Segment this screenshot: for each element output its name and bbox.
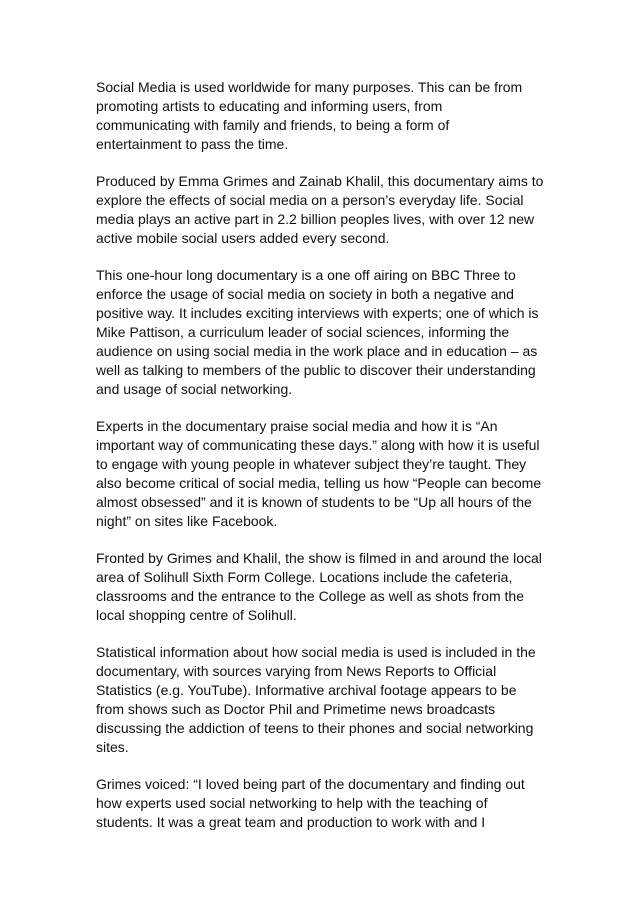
text-line: explore the effects of social media on a person’s everyday life. Social xyxy=(96,192,524,208)
text-line: classrooms and the entrance to the College as well as shots from the xyxy=(96,588,524,604)
paragraph-airing xyxy=(96,266,556,399)
text-line: This one-hour long documentary is a one off airing on BBC Three to xyxy=(96,267,516,283)
text-line: documentary, with sources varying from News Reports to Official xyxy=(96,663,497,679)
text-line: enforce the usage of social media on society in both a negative and xyxy=(96,286,514,302)
text-line: communicating with family and friends, to being a form of xyxy=(96,117,450,133)
text-line: also become critical of social media, telling us how “People can become xyxy=(96,475,542,491)
text-line: to engage with young people in whatever subject they’re taught. They xyxy=(96,456,527,472)
paragraph-intro xyxy=(96,78,556,154)
text-line: Fronted by Grimes and Khalil, the show is filmed in and around the local xyxy=(96,550,542,566)
text-line: important way of communicating these days.” along with how it is useful xyxy=(96,437,540,453)
paragraph-producers xyxy=(96,172,556,248)
text-line: area of Solihull Sixth Form College. Locations include the cafeteria, xyxy=(96,569,513,585)
text-line: well as talking to members of the public to discover their understanding xyxy=(96,362,536,378)
text-line: Grimes voiced: “I loved being part of the documentary and finding out xyxy=(96,776,525,792)
text-line: positive way. It includes exciting interviews with experts; one of which is xyxy=(96,305,539,321)
paragraph-quote xyxy=(96,775,556,832)
text-line: active mobile social users added every second. xyxy=(96,230,390,246)
text-line: sites. xyxy=(96,739,129,755)
text-line: Social Media is used worldwide for many purposes. This can be from xyxy=(96,79,523,95)
text-line: almost obsessed” and it is known of students to be “Up all hours of the xyxy=(96,494,532,510)
document-page xyxy=(96,78,556,850)
text-line: local shopping centre of Solihull. xyxy=(96,607,297,623)
text-line: night” on sites like Facebook. xyxy=(96,513,278,529)
text-line: students. It was a great team and production to work with and I xyxy=(96,814,486,830)
text-line: discussing the addiction of teens to their phones and social networking xyxy=(96,720,534,736)
paragraph-experts xyxy=(96,417,556,531)
text-line: Mike Pattison, a curriculum leader of social sciences, informing the xyxy=(96,324,510,340)
text-line: Statistical information about how social media is used is included in the xyxy=(96,644,536,660)
text-line: audience on using social media in the work place and in education – as xyxy=(96,343,538,359)
text-line: Experts in the documentary praise social media and how it is “An xyxy=(96,418,498,434)
text-line: promoting artists to educating and informing users, from xyxy=(96,98,443,114)
text-line: entertainment to pass the time. xyxy=(96,136,289,152)
paragraph-statistics xyxy=(96,643,556,757)
text-line: Produced by Emma Grimes and Zainab Khalil, this documentary aims to xyxy=(96,173,544,189)
text-line: from shows such as Doctor Phil and Primetime news broadcasts xyxy=(96,701,496,717)
paragraph-locations xyxy=(96,549,556,625)
text-line: how experts used social networking to help with the teaching of xyxy=(96,795,488,811)
text-line: and usage of social networking. xyxy=(96,381,293,397)
text-line: media plays an active part in 2.2 billion peoples lives, with over 12 new xyxy=(96,211,535,227)
text-line: Statistics (e.g. YouTube). Informative archival footage appears to be xyxy=(96,682,517,698)
